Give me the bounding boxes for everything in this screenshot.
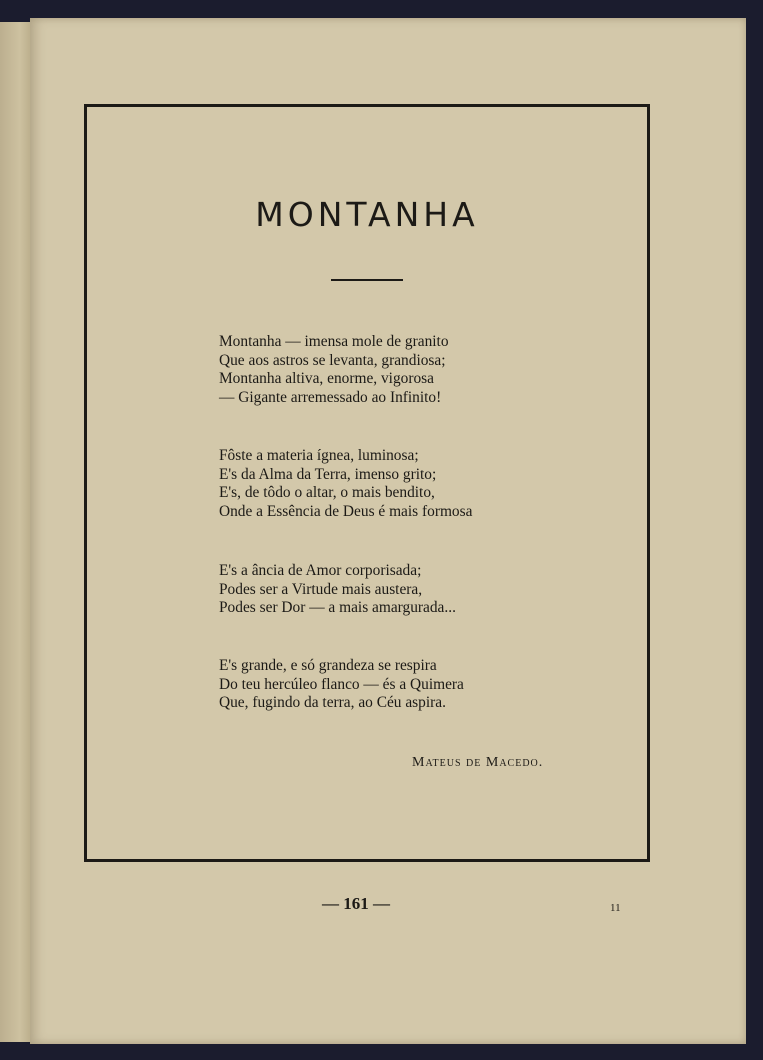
verse-line: Montanha altiva, enorme, vigorosa [219, 370, 434, 387]
verse-line: Que aos astros se levanta, grandiosa; [219, 351, 446, 369]
verse-line: E's a ância de Amor corporisada; [219, 562, 422, 579]
poem-frame [84, 104, 650, 862]
verse-line: Podes ser a Virtude mais austera, [219, 580, 423, 598]
verse-line: Onde a Essência de Deus é mais formosa [219, 502, 473, 520]
verse-line: Do teu hercúleo flanco — és a Quimera [219, 675, 464, 693]
stanza-1 [219, 333, 449, 407]
verse-line: — Gigante arremessado ao Infinito! [219, 388, 442, 406]
verse-line: Fôste a materia ígnea, luminosa; [219, 447, 419, 464]
poem-author: Mateus de Macedo. [412, 755, 544, 770]
verse-line: Que, fugindo da terra, ao Céu aspira. [219, 694, 446, 711]
page-number: — 161 — [322, 894, 390, 913]
stanza-3 [219, 562, 456, 618]
title-divider [331, 279, 403, 281]
verse-line: E's da Alma da Terra, imenso grito; [219, 465, 437, 483]
verse-line: Podes ser Dor — a mais amargurada... [219, 599, 456, 616]
poem-title: MONTANHA [255, 195, 479, 234]
stanza-2 [219, 447, 472, 521]
signature-mark: 11 [610, 902, 621, 914]
book-page [30, 18, 746, 1044]
verse-line: E's, de tôdo o altar, o mais bendito, [219, 484, 435, 501]
stanza-4 [219, 657, 464, 713]
verse-line: Montanha — imensa mole de granito [219, 333, 449, 350]
verse-line: E's grande, e só grandeza se respira [219, 657, 437, 674]
